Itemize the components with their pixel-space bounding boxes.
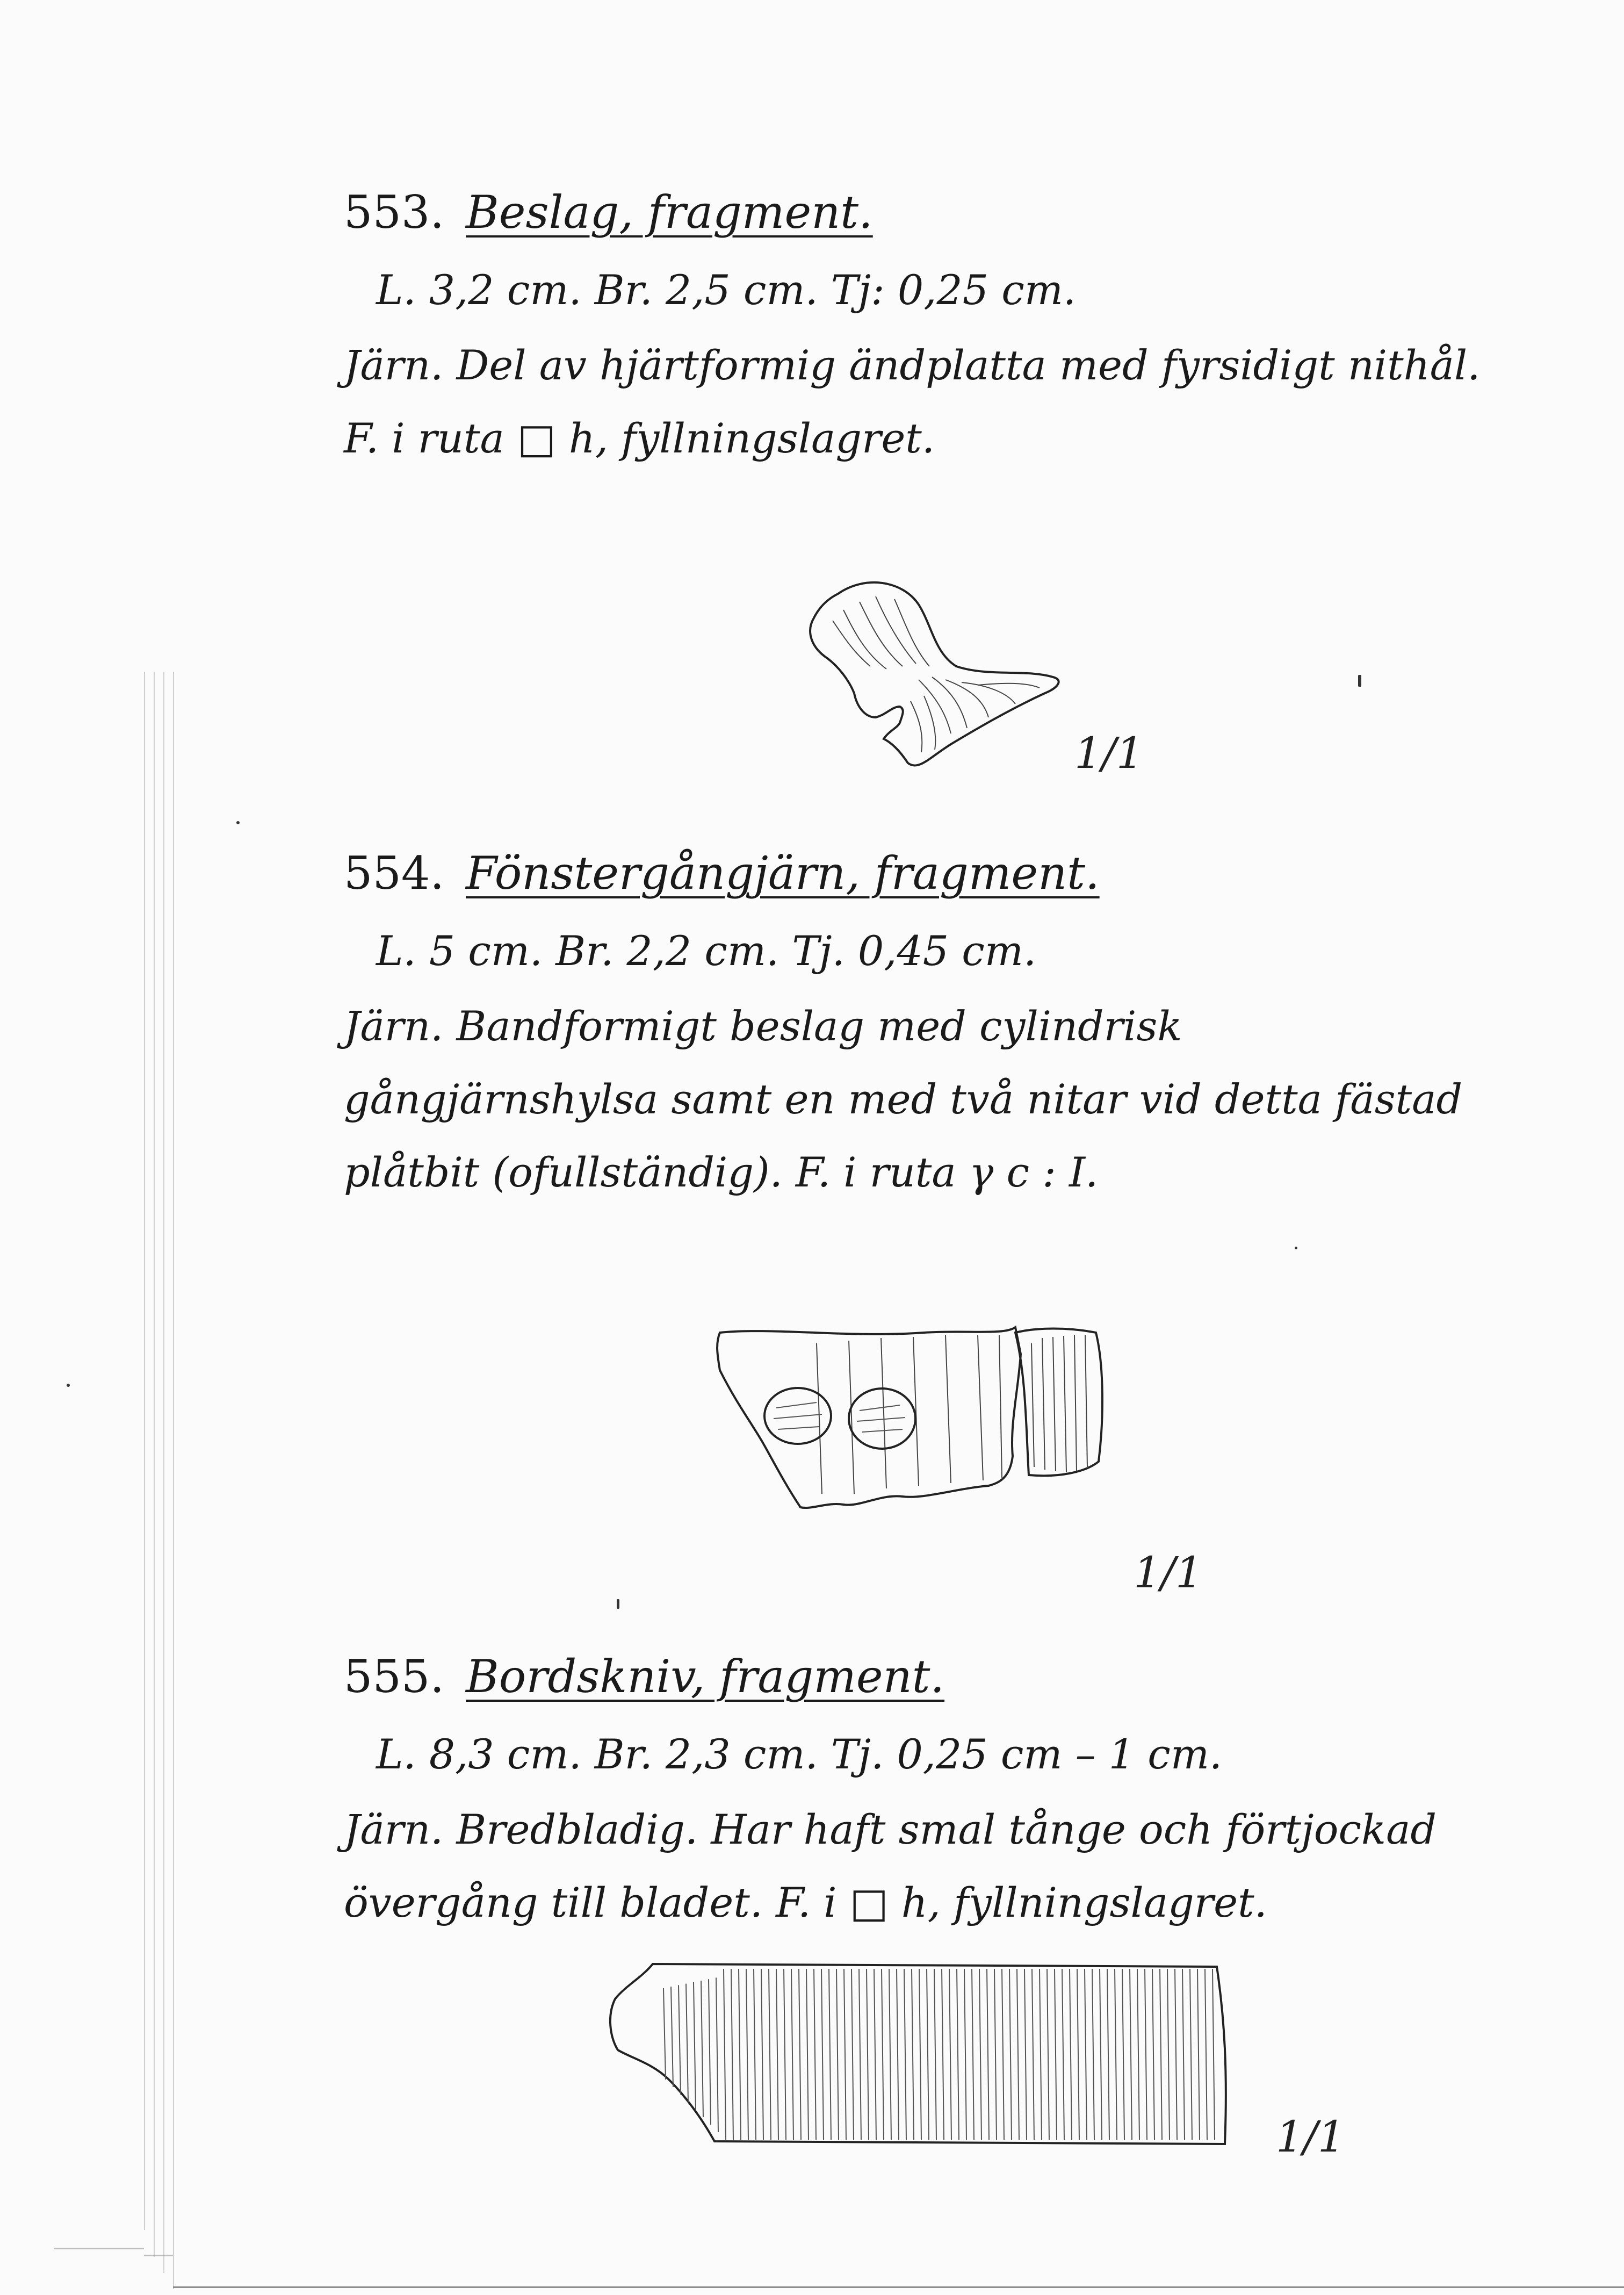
entry-dimensions: L. 8,3 cm. Br. 2,3 cm. Tj. 0,25 cm – 1 cm. [376, 1730, 1223, 1778]
speck [617, 1599, 619, 1609]
catalogue-entry-555 [344, 1647, 1483, 1939]
speck [1295, 1247, 1297, 1249]
entry-title: Fönstergångjärn, fragment. [466, 847, 1100, 900]
speck [1358, 675, 1361, 687]
entry-heading [344, 844, 1483, 903]
entry-title: Bordskniv, fragment. [466, 1650, 945, 1703]
paper-edge [173, 672, 174, 2289]
entry-title: Beslag, fragment. [466, 186, 873, 239]
entry-description: Järn. Del av hjärtformig ändplatta med fyrsidigt nithål. F. i ruta □ h, fyllningslagret. [344, 341, 1481, 462]
catalogue-entry-553 [344, 183, 1483, 475]
entry-description: Järn. Bredbladig. Har haft smal tånge och förtjockad övergång till bladet. F. i □ h, fyllningslagret. [344, 1805, 1437, 1926]
heart-shaped-fitting-drawing [795, 572, 1074, 779]
speck [67, 1384, 70, 1387]
entry-dimensions: L. 3,2 cm. Br. 2,5 cm. Tj: 0,25 cm. [376, 266, 1077, 314]
scale-label: 1/1 [1276, 2112, 1345, 2162]
entry-number: 554. [344, 847, 445, 900]
paper-edge-bottom [173, 2286, 1624, 2288]
paper-edge [154, 672, 155, 2257]
paper-edge-bottom [144, 2255, 173, 2256]
entry-heading [344, 1647, 1483, 1706]
hinge-fragment-drawing [709, 1322, 1107, 1521]
scale-label: 1/1 [1134, 1548, 1203, 1598]
entry-heading [344, 183, 1483, 242]
scale-label: 1/1 [1074, 728, 1144, 778]
speck [236, 821, 240, 824]
entry-number: 553. [344, 186, 445, 239]
entry-dimensions: L. 5 cm. Br. 2,2 cm. Tj. 0,45 cm. [376, 927, 1037, 975]
paper-edge [163, 672, 164, 2273]
entry-description: Järn. Bandformigt beslag med cylindrisk gångjärnshylsa samt en med två nitar vid detta fästad plåtbit (ofullständig). F. i ruta γ c : I. [344, 1002, 1463, 1196]
paper-edge [144, 672, 145, 2230]
catalogue-entry-554 [344, 844, 1483, 1209]
paper-edge-bottom [54, 2248, 144, 2249]
table-knife-blade-drawing [599, 1956, 1233, 2152]
entry-number: 555. [344, 1650, 445, 1703]
